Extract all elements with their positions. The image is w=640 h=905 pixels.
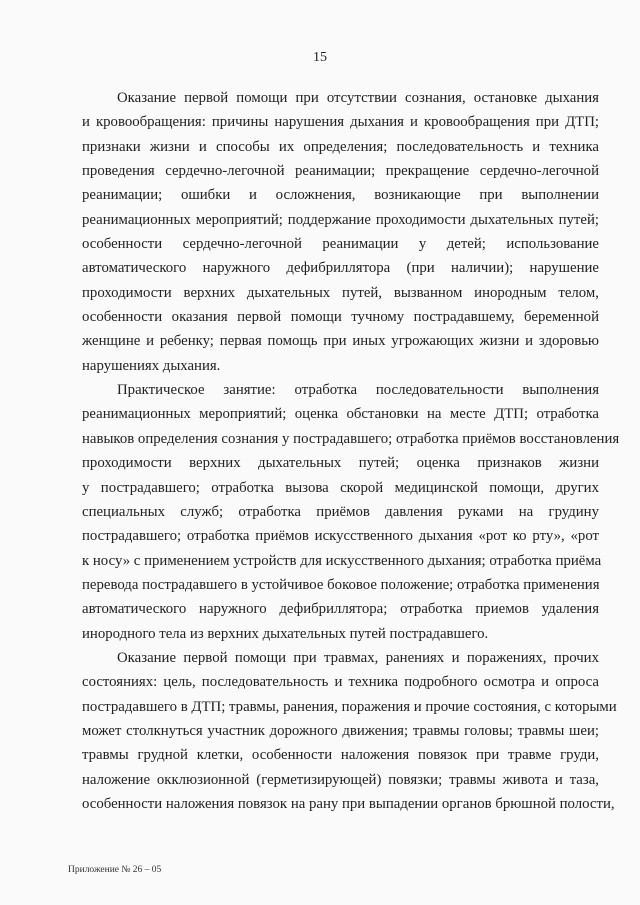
text-line: состояниях: цель, последовательность и техника подробного осмотра и опроса <box>82 674 599 691</box>
text-line: Оказание первой помощи при отсутствии сознания, остановке дыхания <box>117 90 599 106</box>
text-line: автоматического наружного дефибриллятора (при наличии); нарушение <box>82 260 599 277</box>
text-line: проведения сердечно-легочной реанимации; прекращение сердечно-легочной <box>82 163 599 180</box>
text-line: нарушениях дыхания. <box>82 357 221 374</box>
text-line: автоматического наружного дефибриллятора; отработка приемов удаления <box>82 601 599 618</box>
text-line: особенности оказания первой помощи тучному пострадавшему, беременной <box>82 309 599 326</box>
text-line: у пострадавшего; отработка вызова скорой медицинской помощи, других <box>82 479 599 496</box>
body-text <box>82 86 620 816</box>
text-line: проходимости верхних дыхательных путей; оценка признаков жизни <box>82 455 599 472</box>
text-line: проходимости верхних дыхательных путей, вызванном инородным телом, <box>82 284 599 301</box>
text-line: особенности наложения повязок на рану при выпадении органов брюшной полости, <box>82 795 615 812</box>
text-line: реанимации; ошибки и осложнения, возникающие при выполнении <box>82 187 599 204</box>
text-line: реанимационных мероприятий; поддержание проходимости дыхательных путей; <box>82 211 599 228</box>
text-line: пострадавшего в ДТП; травмы, ранения, поражения и прочие состояния, с которыми <box>82 698 617 715</box>
text-line: признаки жизни и способы их определения; последовательность и техника <box>82 138 599 155</box>
text-line: Практическое занятие: отработка последовательности выполнения <box>117 382 599 399</box>
text-line: наложение окклюзионной (герметизирующей) повязки; травмы живота и таза, <box>82 771 599 788</box>
text-line: специальных служб; отработка приёмов давления руками на грудину <box>82 503 599 520</box>
text-line: пострадавшего; отработка приёмов искусственного дыхания «рот ко рту», «рот <box>82 528 599 545</box>
text-line: Оказание первой помощи при травмах, ранениях и поражениях, прочих <box>117 649 599 666</box>
text-line: реанимационных мероприятий; оценка обстановки на месте ДТП; отработка <box>82 406 599 423</box>
text-line: к носу» с применением устройств для искусственного дыхания; отработка приёма <box>82 552 602 569</box>
text-line: травмы грудной клетки, особенности наложения повязок при травме груди, <box>82 747 599 764</box>
text-line: может столкнуться участник дорожного движения; травмы головы; травмы шеи; <box>82 722 599 739</box>
text-line: инородного тела из верхних дыхательных путей пострадавшего. <box>82 625 489 642</box>
footer-note: Приложение № 26 – 05 <box>68 865 162 875</box>
text-line: и кровообращения: причины нарушения дыхания и кровообращения при ДТП; <box>82 114 599 131</box>
text-line: навыков определения сознания у пострадавшего; отработка приёмов восстановления <box>82 430 620 447</box>
page-number: 15 <box>313 50 327 65</box>
text-line: особенности сердечно-легочной реанимации у детей; использование <box>82 236 599 253</box>
text-line: женщине и ребенку; первая помощь при иных угрожающих жизни и здоровью <box>82 333 599 350</box>
text-line: перевода пострадавшего в устойчивое боковое положение; отработка применения <box>82 576 600 593</box>
